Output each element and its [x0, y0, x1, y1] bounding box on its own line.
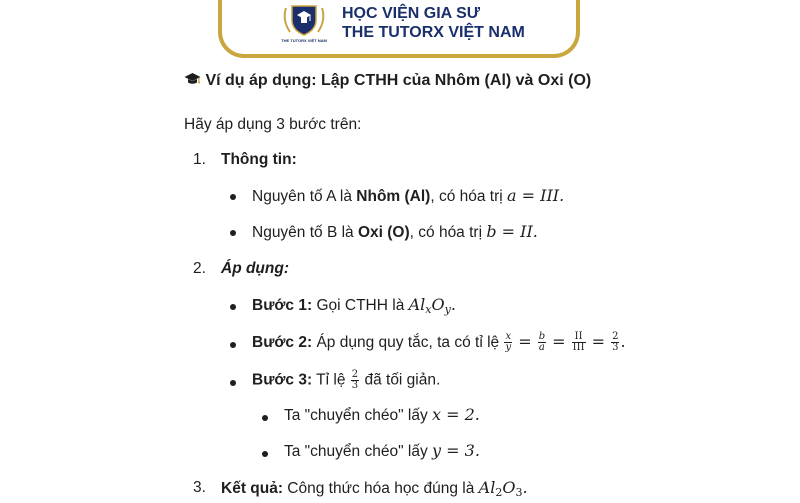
fraction-b-over-a: $\frac{b}{a}$: [538, 331, 546, 354]
math-x-equals-2: x = 2.: [432, 405, 480, 424]
step2-sub2: Ta "chuyển chéo" lấy y = 3.: [284, 441, 480, 460]
tutorx-logo: [276, 2, 332, 44]
math-y-equals-3: y = 3.: [432, 441, 480, 460]
math-b-valence: b = II.: [486, 222, 538, 241]
step2-title: Áp dụng:: [221, 260, 290, 277]
step2-number: 2.: [193, 260, 206, 277]
step1-bullet-a: Nguyên tố A là Nhôm (Al), có hóa trị a = III.: [252, 186, 565, 205]
step1-title: Thông tin:: [221, 151, 297, 168]
fraction-2-over-3: $\frac{2}{3}$: [612, 331, 619, 354]
step2-b1: Bước 1: Gọi CTHH là $Al_xO_y$.: [252, 295, 456, 316]
intro-text: Hãy áp dụng 3 bước trên:: [184, 116, 362, 133]
graduation-cap-icon: [184, 72, 205, 89]
step1-number: 1.: [193, 151, 206, 168]
banner-title: [342, 4, 582, 42]
step2-b3: Bước 3: Tỉ lệ $\frac{2}{3}$ đã tối giản.: [252, 369, 441, 391]
step3-number: 3.: [193, 479, 206, 496]
banner-title-line1: HỌC VIỆN GIA SƯ: [342, 5, 481, 22]
header-banner: [218, 0, 580, 58]
bullet-dot: [230, 304, 236, 310]
bullet-dot: [230, 230, 236, 236]
step2-sub1: Ta "chuyển chéo" lấy x = 2.: [284, 405, 480, 424]
formula-al2o3: $Al_2O_3$.: [478, 478, 528, 499]
banner-title-line2: THE TUTORX VIỆT NAM: [342, 24, 525, 41]
fraction-x-over-y: $\frac{x}{y}$: [505, 331, 512, 354]
step1-bullet-b: Nguyên tố B là Oxi (O), có hóa trị b = II.: [252, 222, 538, 241]
bullet-dot: [262, 415, 268, 421]
formula-alxoy: $Al_xO_y$.: [408, 295, 456, 316]
bullet-dot: [262, 451, 268, 457]
fraction-ii-over-iii: $\frac{II}{\text{III}}$: [572, 331, 585, 354]
step2-b2: Bước 2: Áp dụng quy tắc, ta có tỉ lệ $\frac{x}{y}$ = $\frac{b}{a}$ = $\frac{II}{\text{III}}$ = $\frac{2}{3}$ .: [252, 331, 626, 354]
fraction-2-over-3: $\frac{2}{3}$: [351, 369, 359, 391]
math-a-valence: a = III.: [507, 186, 565, 205]
heading-text: Ví dụ áp dụng: Lập CTHH của Nhôm (Al) và Oxi (O): [205, 72, 592, 89]
step3-result: Kết quả: Công thức hóa học đúng là $Al_2O_3$.: [221, 478, 528, 499]
logo-caption: THE TUTORX VIỆT NAM: [281, 38, 327, 43]
bullet-dot: [230, 194, 236, 200]
bullet-dot: [230, 380, 236, 386]
shield-logo-icon: [276, 2, 332, 38]
bullet-dot: [230, 342, 236, 348]
example-heading: [184, 71, 591, 91]
